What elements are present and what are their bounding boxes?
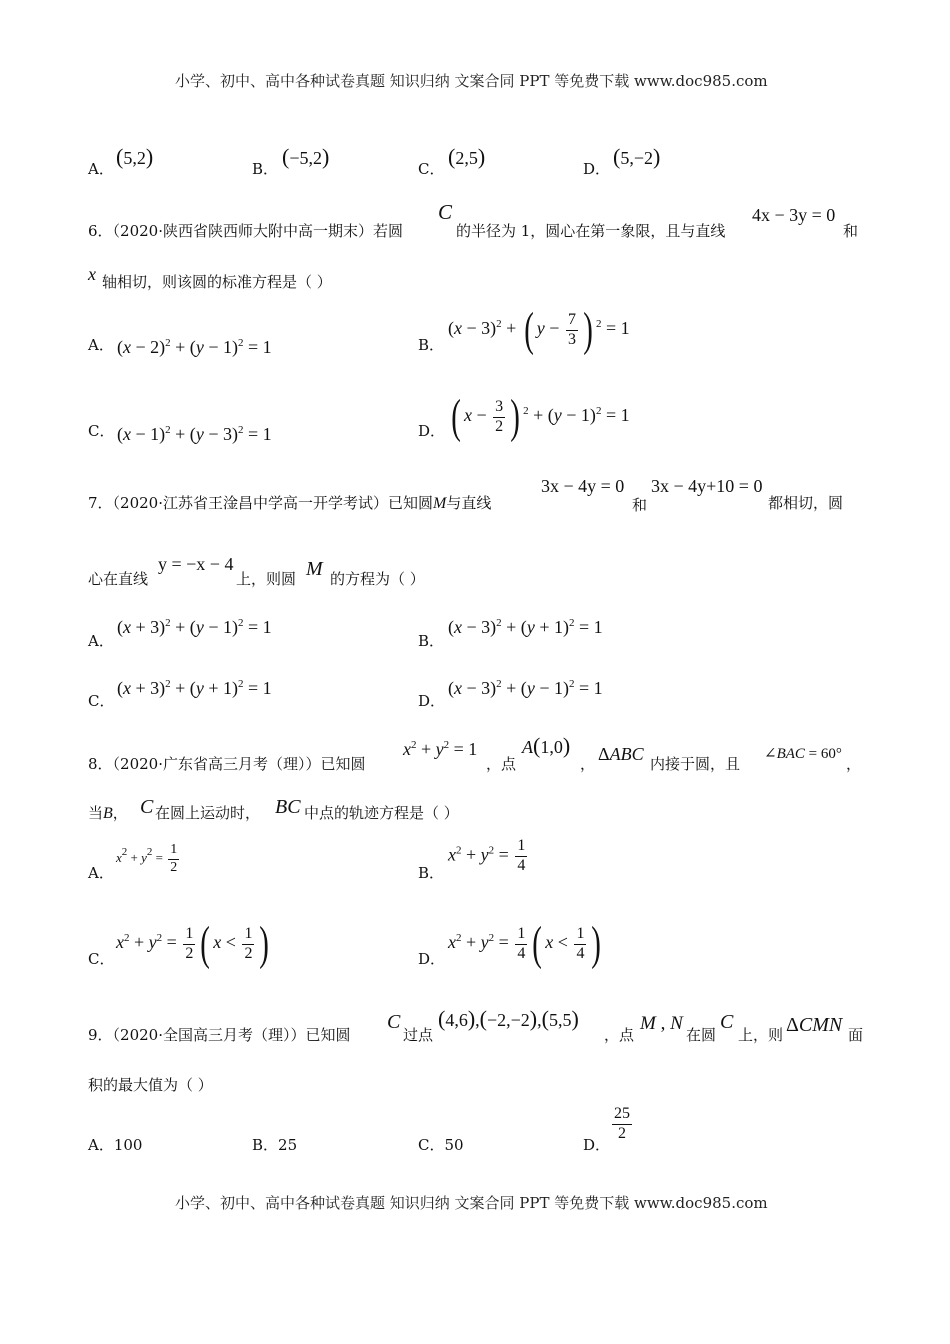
q8-inscribed: 内接于圆，且: [650, 755, 741, 773]
q7-circle-m: M: [306, 558, 323, 580]
q8-option-d-value: $x^2 + y^2$ = $\frac{1}{4}$ ( x < $\frac{1}{4}$ ): [448, 917, 602, 970]
q5-option-b: B．: [252, 160, 279, 178]
q6-option-c: C．: [88, 422, 115, 440]
q9-on-circle: 在圆: [686, 1026, 717, 1044]
q9-stem-line1: 9．（2020·全国高三月考（理））已知圆: [88, 1026, 351, 1044]
q6-stem-line1: 6．（2020·陕西省陕西师大附中高一期末）若圆: [88, 222, 403, 240]
q5-option-b-value: (−5,2): [282, 144, 330, 169]
q9-option-a: A．100: [88, 1136, 143, 1154]
q9-option-d-value: $\frac{25}{2}$: [614, 1105, 630, 1142]
q8-moving: 在圆上运动时，: [155, 804, 261, 822]
q6-option-b: B．: [418, 336, 445, 354]
q6-x: x: [88, 264, 96, 284]
q9-pass: 过点: [403, 1026, 434, 1044]
q7-stem-tail: 都相切，圆: [768, 494, 844, 512]
q7-option-c-value: $(x + 3)^2 + (y + 1)^2 = 1$: [117, 678, 272, 698]
q6-option-d-value: ( x − $\frac{3}{2}$ ) $^2 + (y - 1)^2 = 1$: [451, 390, 630, 443]
q8-option-b: B．: [418, 864, 445, 882]
q8-c: C: [140, 796, 154, 818]
q7-option-a-value: $(x + 3)^2 + (y - 1)^2 = 1$: [117, 617, 272, 637]
q8-comma: ，: [580, 755, 596, 773]
q9-face: 面: [848, 1026, 864, 1044]
q6-and: 和: [843, 222, 859, 240]
q8-option-c-value: $x^2 + y^2$ = $\frac{1}{2}$ ( x < $\frac{1}{2}$ ): [116, 917, 270, 970]
q7-stem-mid: 上，则圆: [236, 570, 297, 588]
q8-option-a-value: $x^2 + y^2$ = $\frac{1}{2}$: [116, 842, 178, 875]
q7-option-d-value: $(x - 3)^2 + (y - 1)^2 = 1$: [448, 678, 603, 698]
q8-stem-line1: 8．（2020·广东省高三月考（理））已知圆: [88, 755, 366, 773]
q6-line: 4x − 3y = 0: [752, 205, 836, 225]
q9-option-c: C．50: [418, 1136, 464, 1154]
q9-points: (4,6),(−2,−2),(5,5): [438, 1006, 579, 1031]
q6-stem-line2: 轴相切，则该圆的标准方程是（ ）: [102, 273, 332, 291]
q7-option-b: B．: [418, 632, 445, 650]
q7-option-d: D．: [418, 692, 446, 710]
q6-option-a: A．: [88, 336, 114, 354]
q6-option-b-value: $(x - 3)^2$ + ( y − $\frac{7}{3}$ ) $^2$ = 1: [448, 303, 630, 356]
q8-stem-end: 中点的轨迹方程是（ ）: [304, 804, 459, 822]
q8-option-c: C．: [88, 950, 115, 968]
q5-option-d-value: (5,−2): [613, 144, 661, 169]
q6-option-d: D．: [418, 422, 446, 440]
q9-triangle: ΔCMN: [786, 1014, 843, 1036]
q9-circle-c2: C: [720, 1011, 734, 1033]
q8-comma2: ，: [846, 755, 862, 773]
q6-option-c-value: $(x - 1)^2 + (y - 3)^2 = 1$: [117, 424, 272, 444]
q8-stem-line2: 当B，: [88, 804, 128, 822]
q7-stem-end: 的方程为（ ）: [330, 570, 425, 588]
q7-line3: y = −x − 4: [158, 554, 234, 574]
q7-stem-line2: 心在直线: [88, 570, 149, 588]
q9-circle-c: C: [387, 1011, 401, 1033]
q8-option-d: D．: [418, 950, 446, 968]
q7-stem-line1: 7．（2020·江苏省王淦昌中学高一开学考试）已知圆M与直线: [88, 494, 492, 512]
q6-option-a-value: $(x - 2)^2 + (y - 1)^2 = 1$: [117, 337, 272, 357]
q7-and: 和: [632, 496, 648, 514]
q8-option-b-value: $x^2 + y^2$ = $\frac{1}{4}$: [448, 837, 526, 874]
q9-stem-line2: 积的最大值为（ ）: [88, 1076, 213, 1094]
q5-option-a-value: (5,2): [116, 144, 154, 169]
q5-option-d: D．: [583, 160, 611, 178]
q9-option-b: B．25: [252, 1136, 298, 1154]
q6-circle-c: C: [438, 200, 453, 224]
q8-point-label: ，点: [486, 755, 517, 773]
q8-bc: BC: [275, 796, 301, 818]
q8-option-a: A．: [88, 864, 114, 882]
q7-option-c: C．: [88, 692, 115, 710]
q9-option-d: D．: [583, 1136, 611, 1154]
q5-option-c-value: (2,5): [448, 144, 486, 169]
q8-triangle: ΔABC: [598, 744, 644, 764]
q8-circle: $x^2 + y^2 = 1$: [403, 739, 478, 759]
q9-point-label: ，点: [604, 1026, 635, 1044]
q9-mn: M , N: [640, 1013, 683, 1034]
q8-point: A(1,0): [522, 733, 571, 758]
page-footer: 小学、初中、高中各种试卷真题 知识归纳 文案合同 PPT 等免费下载 www.doc985.com: [175, 1194, 768, 1212]
page-header: 小学、初中、高中各种试卷真题 知识归纳 文案合同 PPT 等免费下载 www.doc985.com: [175, 72, 768, 90]
q7-line1: 3x − 4y = 0: [541, 476, 625, 496]
q7-option-a: A．: [88, 632, 114, 650]
q5-option-c: C．: [418, 160, 445, 178]
q6-stem-text: 的半径为 1，圆心在第一象限，且与直线: [456, 222, 726, 240]
q9-then: 上，则: [738, 1026, 784, 1044]
q7-option-b-value: $(x - 3)^2 + (y + 1)^2 = 1$: [448, 617, 603, 637]
q8-angle: ∠BAC = 60°: [764, 746, 842, 762]
q7-line2: 3x − 4y+10 = 0: [651, 476, 763, 496]
q5-option-a: A．: [88, 160, 114, 178]
